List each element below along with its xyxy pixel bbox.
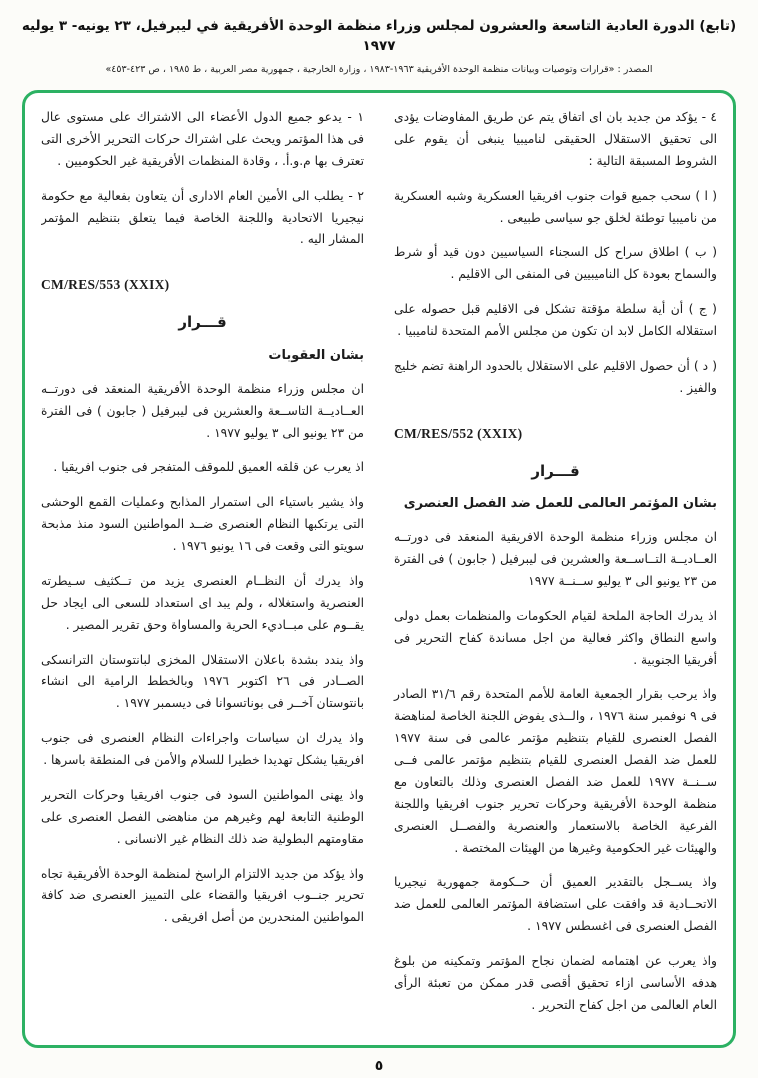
- preamble-paragraph: واذ يدرك ان سياسات واجراءات النظام العنصرى فى جنوب افريقيا يشكل تهديدا خطيرا للسلام والأمن فى المنطقة باسرها .: [41, 731, 364, 767]
- resolution-subject: بشان العقوبات: [268, 347, 364, 363]
- resolution-code-552: CM/RES/552 (XXIX): [394, 425, 523, 441]
- preamble-paragraph: واذ يهنى المواطنين السود فى جنوب افريقيا وحركات التحرير الوطنية التابعة لهم وغيرهم من مناهضى الفصل العنصرى على مقاومتهم البطولية ضد ذلك النظام غير الانسانى .: [41, 787, 364, 846]
- preamble-paragraph: اذ يدرك الحاجة الملحة لقيام الحكومات والمنظمات بعمل دولى واسع النطاق واكثر فعالية من اجل مساندة كفاح التحرير فى أفريقيا الجنوبية .: [394, 608, 717, 667]
- resolution-heading: قـــرار: [178, 313, 227, 332]
- resolution-code-553: CM/RES/553 (XXIX): [41, 277, 170, 293]
- document-header: [0, 0, 758, 75]
- subclause-dal: ( د ) أن حصول الاقليم على الاستقلال بالحدود الراهنة تضم خليج والفيز .: [394, 358, 717, 395]
- preamble-paragraph: ان مجلس وزراء منظمة الوحدة الافريقية المنعقد فى دورتــه العــاديــة التــاســعة والعشرين فى ليبرفيل ( جابون ) فى الفترة من ٢٣ يونيو الى ٣ يوليو ســنــة ١٩٧٧: [394, 530, 717, 588]
- resolution-subject: بشان المؤتمر العالمى للعمل ضد الفصل العنصرى: [403, 496, 717, 512]
- page-footer: [0, 1055, 758, 1074]
- subclause-alef: ( ا ) سحب جميع قوات جنوب افريقيا العسكرية وشبه العسكرية من ناميبيا توطئة لخلق جو سياسى طبيعى .: [394, 188, 717, 225]
- two-column-layout: [41, 107, 717, 1031]
- preamble-paragraph: واذ يندد بشدة باعلان الاستقلال المخزى لبانتوستان الترانسكى الصــادر فى ٢٦ اكتوبر ١٩٧٦ وبالخطط الرامية الى انشاء بانتوستان آخــر فى بوناتسوانا فى ديسمبر ١٩٧٧ .: [41, 652, 365, 711]
- left-column: [41, 107, 364, 1031]
- document-title: (تابع) الدورة العادية التاسعة والعشرون لمجلس وزراء منظمة الوحدة الأفريقية في ليبرفيل، ٢٣ يونيه- ٣ يوليه ١٩٧٧: [21, 18, 737, 55]
- preamble-paragraph: واذ يدرك أن النظــام العنصرى يزيد من تــكثيف سـيطرته العنصرية واستغلاله ، ولم يبد اى استعداد للسعى الى ايجاد حل يقــوم على مبــاديء الحرية والمساواة وحق تقرير المصير .: [41, 573, 364, 632]
- preamble-paragraph: واذ يعرب عن اهتمامه لضمان نجاح المؤتمر وتمكينه من بلوغ هدفه الأساسى ازاء تحقيق أقصى قدر ممكن من تعبئة الرأى العام العالمى من اجل كفاح التحرير .: [394, 954, 717, 1012]
- operative-clause-2: ٢ - يطلب الى الأمين العام الادارى أن يتعاون بفعالية مع حكومة نيجيريا الاتحادية واللجنة الخاصة فيما يتعلق بتنظيم المؤتمر المشار اليه .: [41, 188, 364, 247]
- preamble-paragraph: واذ يشير باستياء الى استمرار المذابح وعمليات القمع الوحشى التى يرتكبها النظام العنصرى ضــد المواطنين السود منذ مذبحة سويتو التى وقعت فى ١٦ يونيو ١٩٧٦ .: [41, 495, 364, 553]
- preamble-paragraph: اذ يعرب عن قلقه العميق للموقف المتفجر فى جنوب افريقيا .: [53, 460, 364, 475]
- subclause-ba: ( ب ) اطلاق سراح كل السجناء السياسيين دون قيد أو شرط والسماح بعودة كل الناميبيين فى المنفى الى الاقليم .: [394, 245, 717, 282]
- page-number: ٥: [374, 1058, 384, 1074]
- content-border-box: [22, 90, 736, 1048]
- preamble-paragraph: واذ يؤكد من جديد الالتزام الراسخ لمنظمة الوحدة الأفريقية تجاه تحرير جنــوب افريقيا والقضاء على التمييز العنصرى ضد كافة المواطنين المنحدرين من أصل افريقى .: [41, 866, 364, 925]
- operative-clause-1: ١ - يدعو جميع الدول الأعضاء الى الاشتراك على مستوى عال فى هذا المؤتمر ويحث على اشتراك حركات التحرير الأخرى التى تعترف بها م.و.أ. ، وقادة المنظمات الأفريقية غير الحكوميين .: [41, 110, 364, 168]
- preamble-paragraph: ان مجلس وزراء منظمة الوحدة الأفريقية المنعقد فى دورتــه العــاديــة التاســعة والعشرين فى ليبرفيل ( جابون ) فى الفترة من ٢٣ يونيو الى ٣ يوليو ١٩٧٧ .: [41, 381, 364, 440]
- subclause-jim: ( ج ) أن أية سلطة مؤقتة تشكل فى الاقليم قبل حصوله على استقلاله الكامل لابد ان تكون من مجلس الأمم المتحدة لناميبيا .: [394, 302, 717, 338]
- resolution-heading: قـــرار: [531, 461, 580, 480]
- document-source: المصدر : «قرارات وتوصيات وبيانات منظمة الوحدة الأفريقية ١٩٦٣-١٩٨٣ ، وزارة الخارجية ، جمهورية مصر العربية ، ط ١٩٨٥ ، ص ٤٢٣-٤٥٣»: [105, 63, 653, 75]
- preamble-paragraph: واذ يســجل بالتقدير العميق أن حــكومة جمهورية نيجيريا الاتحــادية قد وافقت على استضافة المؤتمر العالمى للعمل ضد الفصل العنصرى فى اغسطس ١٩٧٧ .: [394, 875, 717, 934]
- preamble-paragraph: واذ يرحب بقرار الجمعية العامة للأمم المتحدة رقم ٣١/٦ الصادر فى ٩ نوفمبر سنة ١٩٧٦ ، والــذى يفوض اللجنة الخاصة لمناهضة الفصل العنصرى للقيام بتنظيم مؤتمر عالمى فى سنة ١٩٧٧ للعمل ضد الفصل العنصرى للقيام بتنظيم مؤتمر عالمى فــى ســنــة ١٩٧٧ للعمل ضد الفصل العنصرى وذلك بالتعاون مع منظمة الوحدة الأفريقية وحركات تحرير جنوب افريقيا واللجنة الفرعية الخاصة بالاستعمار والعنصرية والفصــل العنصرى والهيئات غير الحكومية وغيرها من الهيئات المختصة .: [394, 687, 717, 855]
- right-column: [394, 107, 717, 1031]
- operative-clause-4: ٤ - يؤكد من جديد بان اى اتفاق يتم عن طريق المفاوضات يؤدى الى تحقيق الاستقلال الحقيقى لناميبيا ينبغى أن يقوم على الشروط المسبقة التالية :: [394, 110, 717, 168]
